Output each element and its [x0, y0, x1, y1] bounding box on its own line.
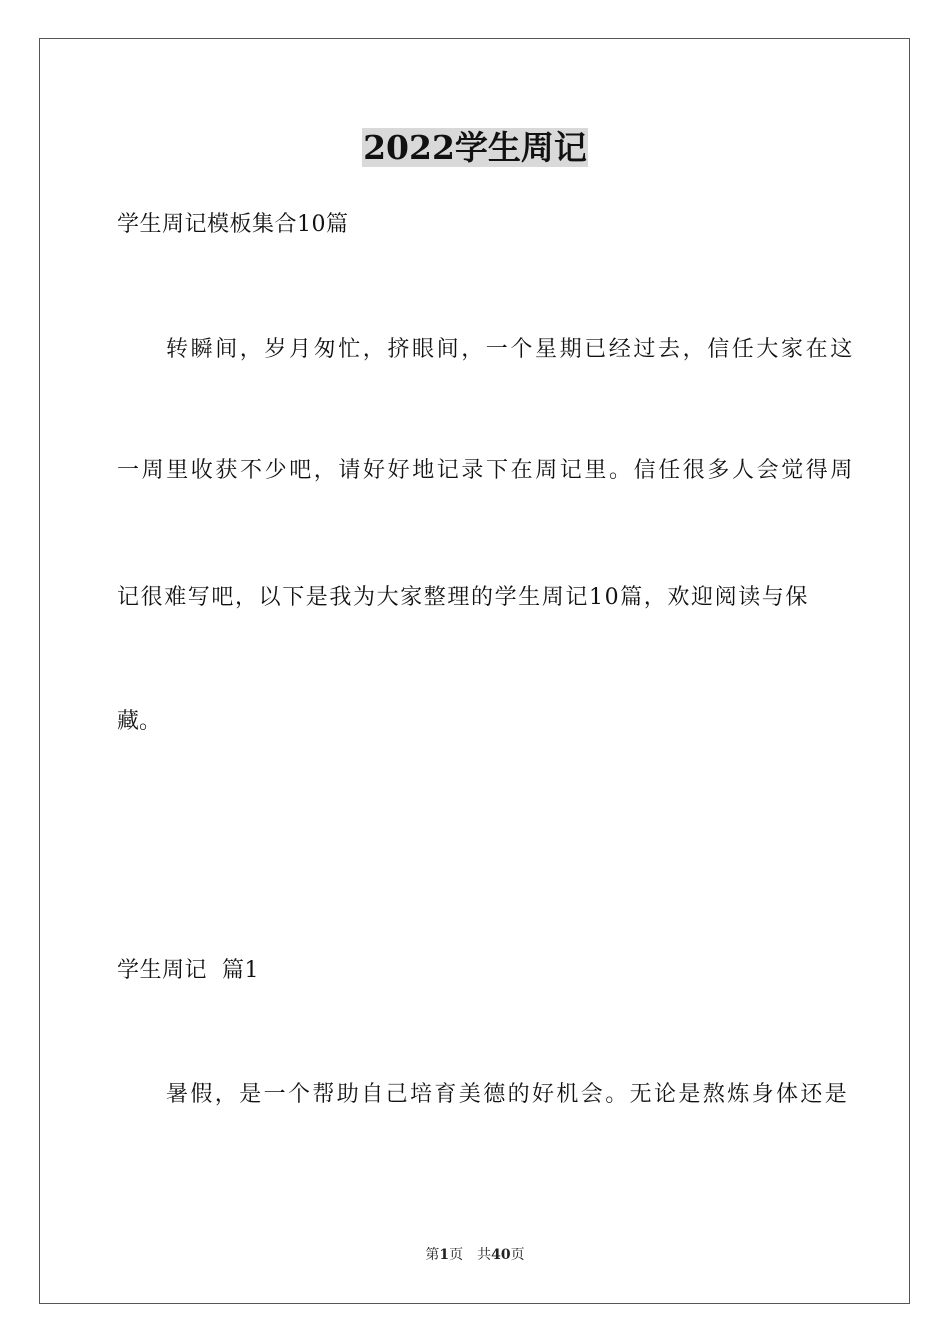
- intro-line-2: 一周里收获不少吧，请好好地记录下在周记里。信任很多人会觉得周: [117, 458, 856, 483]
- footer-total-prefix: 共: [477, 1247, 492, 1263]
- document-title-text: 2022学生周记: [363, 128, 587, 167]
- document-subtitle: 学生周记模板集合10篇: [117, 212, 349, 237]
- section-line-1: 暑假，是一个帮助自己培育美德的好机会。无论是熬炼身体还是: [166, 1082, 850, 1107]
- document-title: [0, 126, 950, 170]
- intro-line-1: 转瞬间，岁月匆忙，挤眼间，一个星期已经过去，信任大家在这: [166, 337, 855, 362]
- footer-page-mid: 页: [449, 1247, 464, 1263]
- footer-page-current: 1: [439, 1247, 450, 1263]
- footer-page-total: 40: [491, 1247, 511, 1263]
- intro-line-4: 藏。: [117, 709, 162, 734]
- intro-line-3: 记很难写吧，以下是我为大家整理的学生周记10篇，欢迎阅读与保: [117, 585, 809, 610]
- section-heading: 学生周记 篇1: [117, 958, 259, 983]
- footer-page-prefix: 第: [425, 1247, 440, 1263]
- footer-total-suffix: 页: [510, 1247, 525, 1263]
- page-footer: [0, 1245, 950, 1265]
